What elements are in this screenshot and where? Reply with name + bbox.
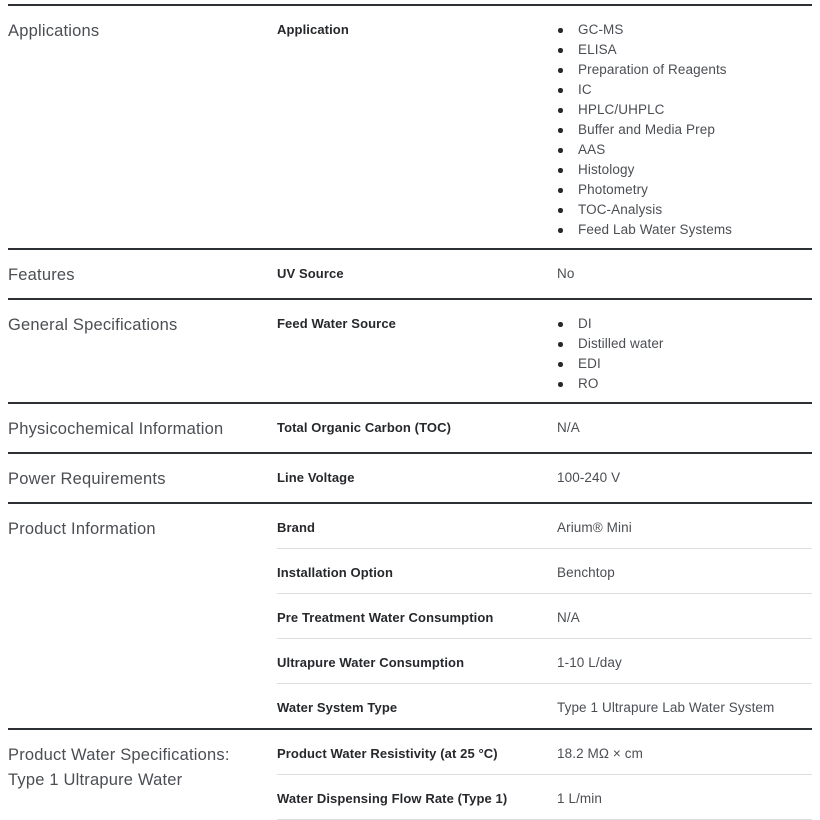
spec-value: 1 L/min <box>557 791 602 806</box>
section-rows <box>277 250 812 298</box>
spec-row-toc <box>277 404 812 448</box>
spec-value: Type 1 Ultrapure Lab Water System <box>557 700 775 715</box>
spec-value: Arium® Mini <box>557 520 632 535</box>
section-title-product-water-specifications: Product Water Specifications: Type 1 Ultrapure Water <box>8 746 230 789</box>
section-product-water-specifications <box>8 730 812 820</box>
section-title-power-requirements: Power Requirements <box>8 470 166 488</box>
spec-row-feed-water-source <box>277 300 812 402</box>
spec-label: Installation Option <box>277 565 394 580</box>
application-bullet-list <box>557 20 812 240</box>
spec-row-ultrapure-water-consumption <box>277 638 812 683</box>
spec-label: Water System Type <box>277 700 398 715</box>
spec-label: UV Source <box>277 266 344 281</box>
list-item: Distilled water <box>557 334 812 354</box>
section-title-applications: Applications <box>8 22 100 40</box>
spec-row-application <box>277 6 812 248</box>
spec-value: 100-240 V <box>557 470 621 485</box>
spec-label: Pre Treatment Water Consumption <box>277 610 494 625</box>
list-item: DI <box>557 314 812 334</box>
spec-label: Water Dispensing Flow Rate (Type 1) <box>277 791 508 806</box>
spec-label: Ultrapure Water Consumption <box>277 655 465 670</box>
section-physicochemical-information <box>8 404 812 454</box>
list-item: GC-MS <box>557 20 812 40</box>
section-title-physicochemical-information: Physicochemical Information <box>8 420 224 438</box>
spec-label: Application <box>277 22 349 37</box>
list-item: Histology <box>557 160 812 180</box>
section-rows <box>277 454 812 502</box>
spec-row-line-voltage <box>277 454 812 498</box>
section-product-information <box>8 504 812 730</box>
list-item: ELISA <box>557 40 812 60</box>
spec-label: Line Voltage <box>277 470 355 485</box>
section-rows <box>277 504 812 728</box>
spec-value: Benchtop <box>557 565 615 580</box>
spec-label: Product Water Resistivity (at 25 °C) <box>277 746 498 761</box>
list-item: IC <box>557 80 812 100</box>
spec-label: Total Organic Carbon (TOC) <box>277 420 452 435</box>
spec-row-product-water-resistivity <box>277 730 812 774</box>
spec-row-water-dispensing-flow-rate <box>277 774 812 819</box>
list-item: EDI <box>557 354 812 374</box>
list-item: HPLC/UHPLC <box>557 100 812 120</box>
spec-value: N/A <box>557 610 580 625</box>
section-rows <box>277 404 812 452</box>
product-spec-table <box>8 4 812 820</box>
feed-water-bullet-list <box>557 314 812 394</box>
section-power-requirements <box>8 454 812 504</box>
section-title-features: Features <box>8 266 75 284</box>
section-title-general-specifications: General Specifications <box>8 316 178 334</box>
section-applications <box>8 6 812 250</box>
spec-row-pre-treatment-water-consumption <box>277 593 812 638</box>
list-item: Preparation of Reagents <box>557 60 812 80</box>
section-general-specifications <box>8 300 812 404</box>
spec-row-uv-source <box>277 250 812 294</box>
list-item: Photometry <box>557 180 812 200</box>
spec-value: 18.2 MΩ × cm <box>557 746 643 761</box>
list-item: AAS <box>557 140 812 160</box>
spec-value: No <box>557 266 575 281</box>
spec-row-water-system-type <box>277 683 812 728</box>
list-item: Feed Lab Water Systems <box>557 220 812 240</box>
list-item: TOC-Analysis <box>557 200 812 220</box>
spec-label: Feed Water Source <box>277 316 396 331</box>
list-item: Buffer and Media Prep <box>557 120 812 140</box>
spec-value <box>557 314 812 394</box>
section-features <box>8 250 812 300</box>
section-title-product-information: Product Information <box>8 520 156 538</box>
section-rows <box>277 300 812 402</box>
spec-row-brand <box>277 504 812 548</box>
spec-label: Brand <box>277 520 316 535</box>
spec-value: 1-10 L/day <box>557 655 622 670</box>
list-item: RO <box>557 374 812 394</box>
spec-row-installation-option <box>277 548 812 593</box>
section-rows <box>277 6 812 248</box>
spec-value <box>557 20 812 240</box>
section-rows <box>277 730 812 820</box>
spec-value: N/A <box>557 420 580 435</box>
